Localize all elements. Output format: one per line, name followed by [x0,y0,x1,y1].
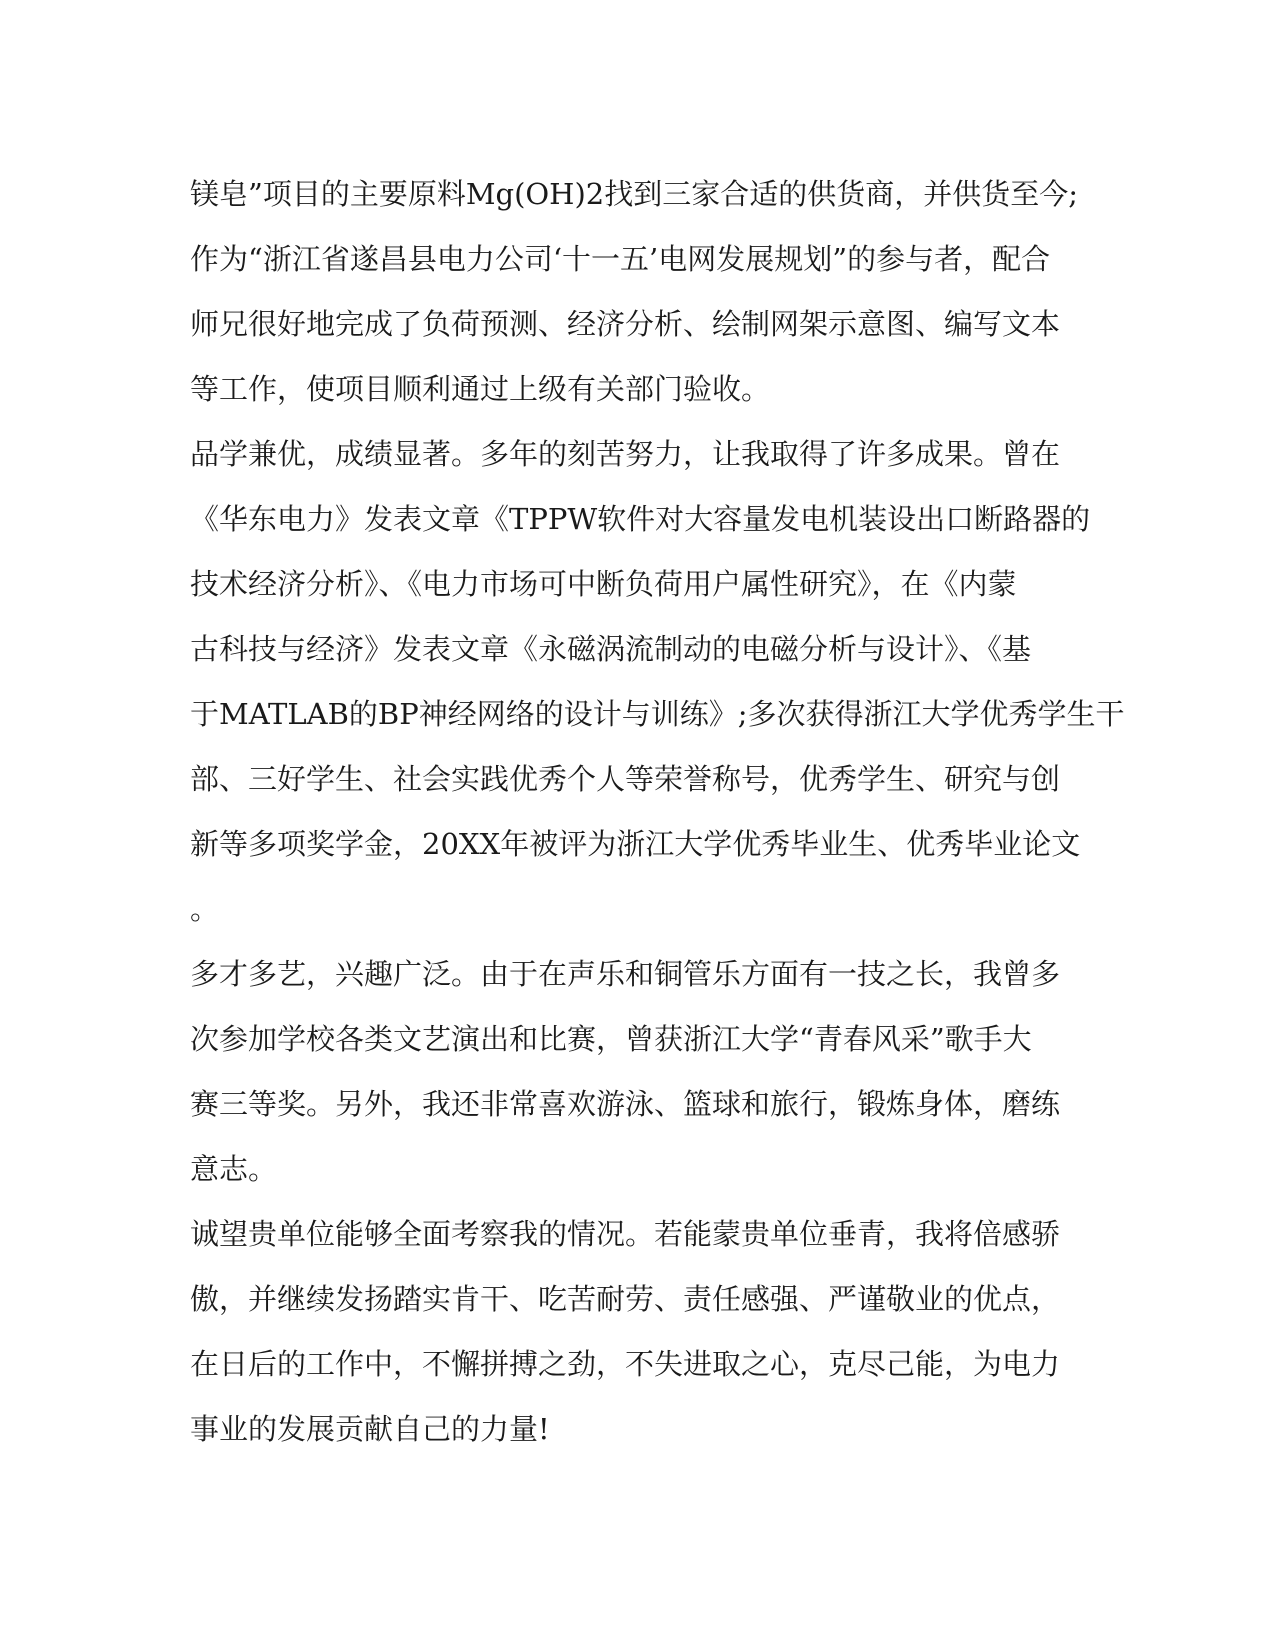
text-line: 。 [190,892,220,926]
body-text [190,162,1125,1462]
text-line: 于MATLAB的BP神经网络的设计与训练》;多次获得浙江大学优秀学生干 [190,697,1125,731]
text-line: 多才多艺，兴趣广泛。由于在声乐和铜管乐方面有一技之长，我曾多 [190,957,1061,991]
text-line: 次参加学校各类文艺演出和比赛，曾获浙江大学“青春风采”歌手大 [190,1022,1032,1056]
text-line: 事业的发展贡献自己的力量! [190,1412,550,1446]
text-line: 诚望贵单位能够全面考察我的情况。若能蒙贵单位垂青，我将倍感骄 [190,1217,1061,1251]
text-line: 古科技与经济》发表文章《永磁涡流制动的电磁分析与设计》、《基 [190,632,1032,666]
text-line: 傲，并继续发扬踏实肯干、吃苦耐劳、责任感强、严谨敬业的优点， [190,1282,1061,1316]
text-line: 技术经济分析》、《电力市场可中断负荷用户属性研究》，在《内蒙 [190,567,1017,601]
text-line: 意志。 [190,1152,278,1186]
text-line: 镁皂”项目的主要原料Mg(OH)2找到三家合适的供货商，并供货至今; [190,177,1078,211]
text-line: 新等多项奖学金，20XX年被评为浙江大学优秀毕业生、优秀毕业论文 [190,827,1081,861]
text-line: 作为“浙江省遂昌县电力公司‘十一五’电网发展规划”的参与者，配合 [190,242,1051,276]
text-line: 师兄很好地完成了负荷预测、经济分析、绘制网架示意图、编写文本 [190,307,1061,341]
text-line: 等工作，使项目顺利通过上级有关部门验收。 [190,372,771,406]
text-line: 部、三好学生、社会实践优秀个人等荣誉称号，优秀学生、研究与创 [190,762,1061,796]
text-line: 品学兼优，成绩显著。多年的刻苦努力，让我取得了许多成果。曾在 [190,437,1061,471]
text-line: 在日后的工作中，不懈拼搏之劲，不失进取之心，克尽己能，为电力 [190,1347,1061,1381]
text-line: 赛三等奖。另外，我还非常喜欢游泳、篮球和旅行，锻炼身体，磨练 [190,1087,1061,1121]
text-line: 《华东电力》发表文章《TPPW软件对大容量发电机装设出口断路器的 [190,502,1091,536]
